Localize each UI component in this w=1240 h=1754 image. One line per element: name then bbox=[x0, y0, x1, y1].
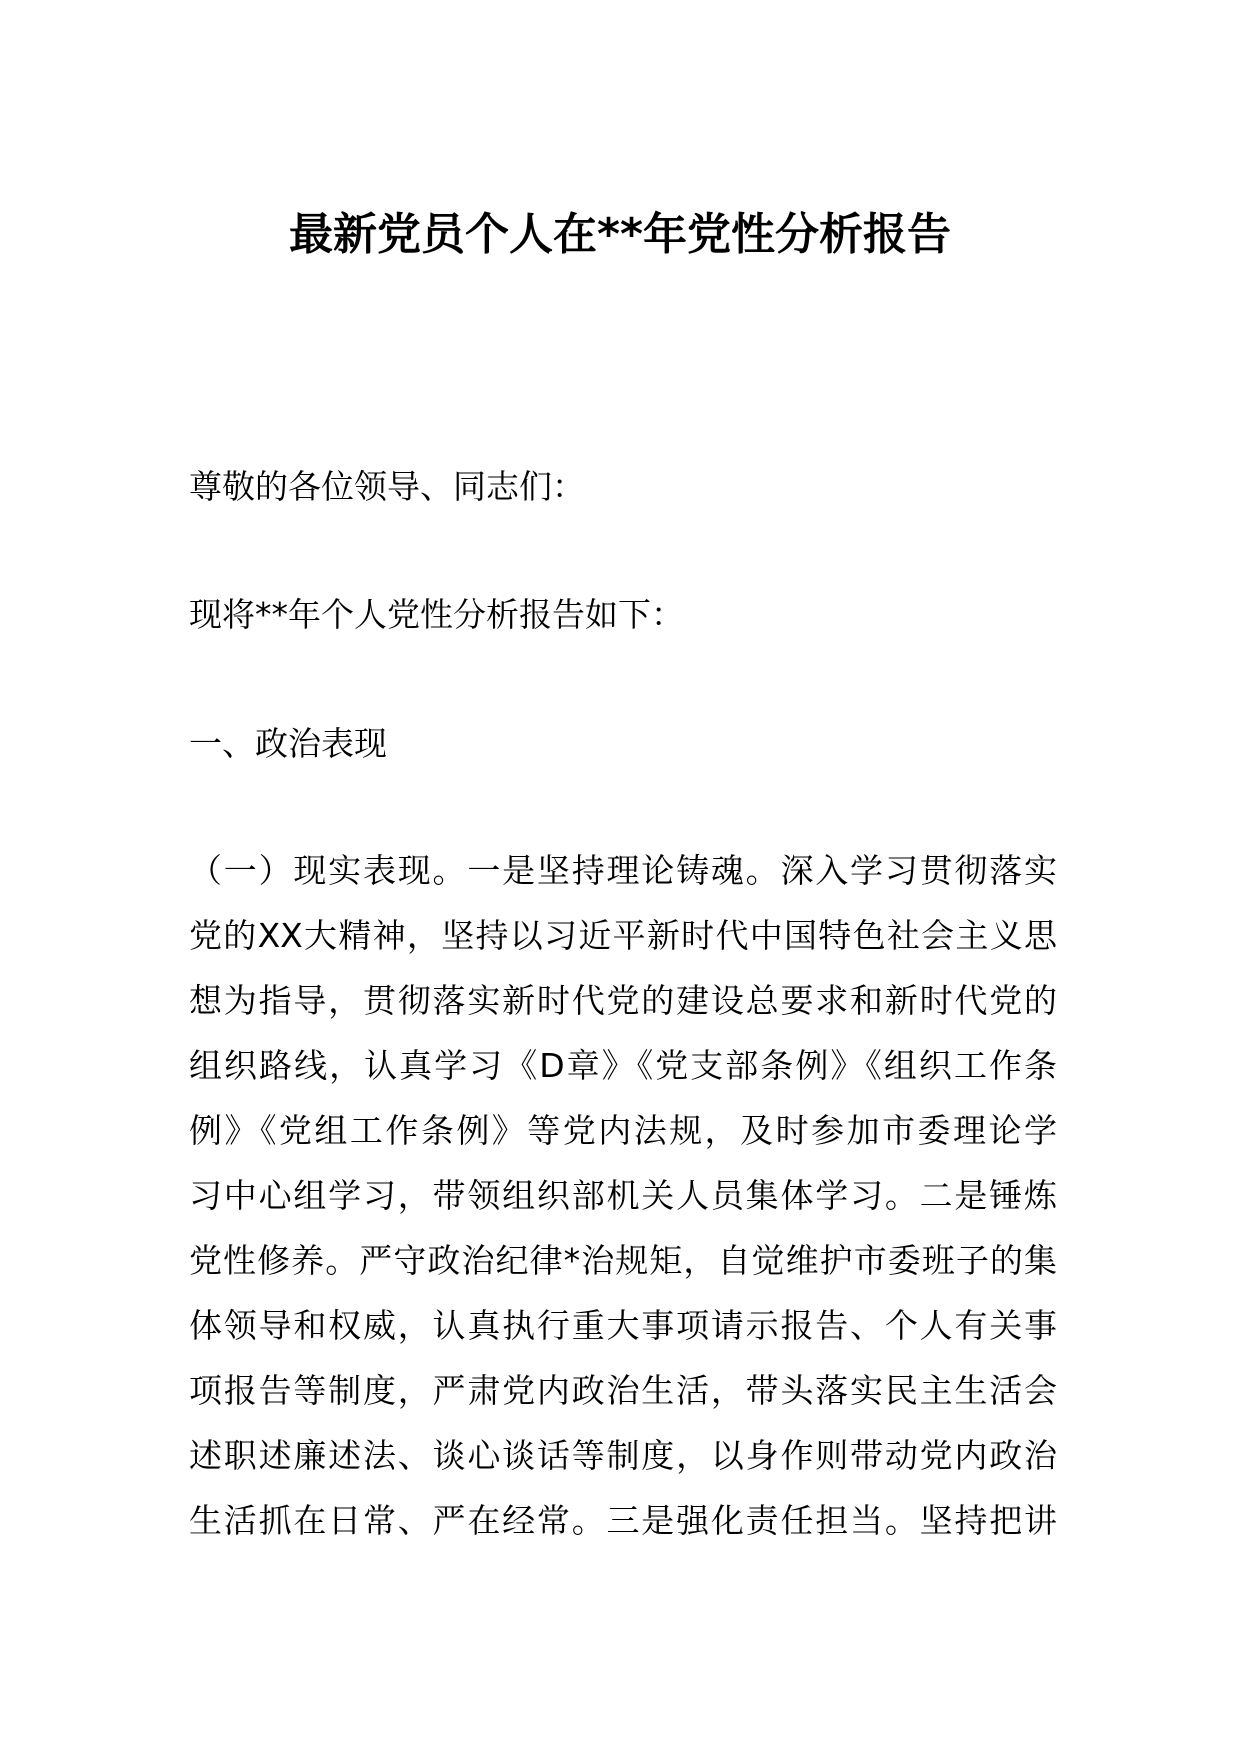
paragraph-line: 想为指导，贯彻落实新时代党的建设总要求和新时代党的 bbox=[189, 981, 1057, 1020]
paragraph-line: 党性修养。严守政治纪律*治规矩，自觉维护市委班子的集 bbox=[189, 1241, 1057, 1280]
salutation: 尊敬的各位领导、同志们： bbox=[189, 467, 585, 506]
paragraph-line: 习中心组学习，带领组织部机关人员集体学习。二是锤炼 bbox=[189, 1176, 1057, 1215]
paragraph-line: （一）现实表现。一是坚持理论铸魂。深入学习贯彻落实 bbox=[189, 851, 1057, 890]
paragraph-line: 党的XX大精神，坚持以习近平新时代中国特色社会主义思 bbox=[189, 916, 1057, 955]
paragraph-line: 例》《党组工作条例》等党内法规，及时参加市委理论学 bbox=[189, 1111, 1057, 1150]
paragraph-line: 生活抓在日常、严在经常。三是强化责任担当。坚持把讲 bbox=[189, 1501, 1057, 1540]
document-title: 最新党员个人在**年党性分析报告 bbox=[288, 209, 952, 260]
paragraph-line: 组织路线，认真学习《D章》《党支部条例》《组织工作条 bbox=[189, 1046, 1057, 1085]
paragraph-line: 体领导和权威，认真执行重大事项请示报告、个人有关事 bbox=[189, 1306, 1057, 1345]
section-heading: 一、政治表现 bbox=[189, 724, 387, 763]
intro-text: 现将**年个人党性分析报告如下： bbox=[189, 595, 684, 634]
paragraph-line: 述职述廉述法、谈心谈话等制度，以身作则带动党内政治 bbox=[189, 1436, 1057, 1475]
paragraph-line: 项报告等制度，严肃党内政治生活，带头落实民主生活会 bbox=[189, 1371, 1057, 1410]
